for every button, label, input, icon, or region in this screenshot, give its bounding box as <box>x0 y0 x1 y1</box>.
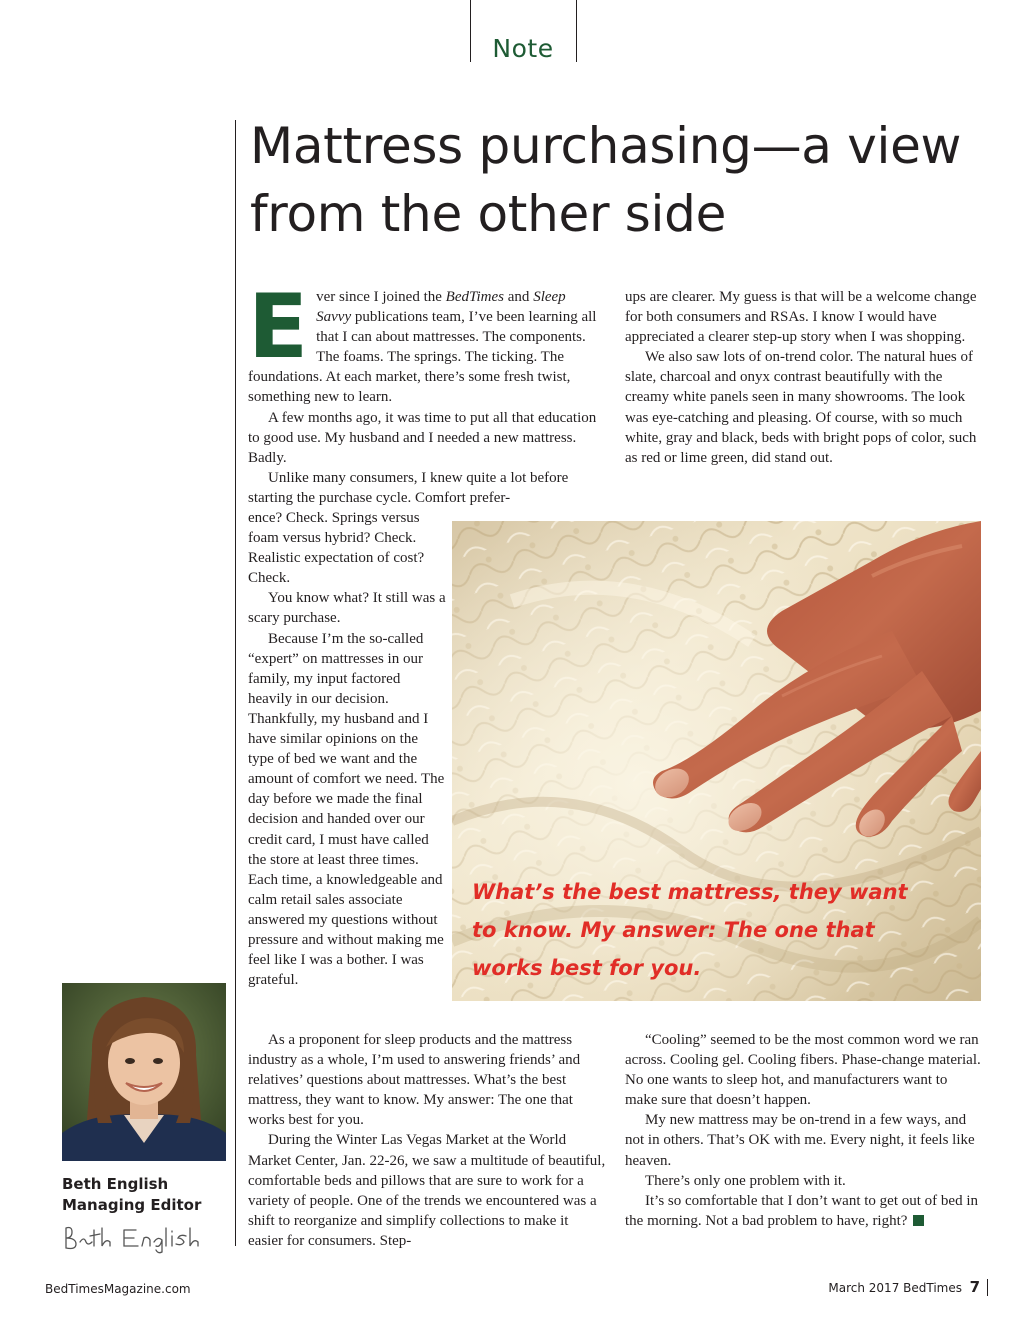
footer-issue: March 2017 BedTimes <box>828 1281 962 1295</box>
article-column-left-narrow <box>248 508 446 990</box>
paragraph-3-end: ence? Check. Springs versus foam versus hybrid? Check. Realistic expectation of cost? Check. <box>248 510 425 587</box>
article-column-left-bottom <box>248 1030 606 1251</box>
paragraph-9: “Cooling” seemed to be the most common word we ran across. Cooling gel. Cooling fibers. Phase-change material. No one wants to sleep hot, and manufacturers want to make sure that doesn’t happen. <box>625 1032 981 1109</box>
tab-right-rule <box>576 0 577 62</box>
paragraph-6: As a proponent for sleep products and the mattress industry as a whole, I’m used to answering friends’ and relatives’ questions about mattresses. What’s the best mattress, they want to know. My answer: The one that works best for you. <box>248 1032 581 1129</box>
paragraph-2: A few months ago, it was time to put all that education to good use. My husband and I needed a new mattress. Badly. <box>248 409 597 466</box>
p1-rest: publications team, I’ve been learning all that I can about mattresses. The components. The foams. The springs. The ticking. The foundations. At each market, there’s some fresh twist, something new to learn. <box>248 309 597 406</box>
article-column-right-top <box>625 287 983 468</box>
closing-sentence: It’s so comfortable that I don’t want to get out of bed in the morning. Not a bad problem to have, right? <box>625 1192 978 1229</box>
publication-name-bedtimes: BedTimes <box>445 289 505 305</box>
footer-rule <box>987 1279 988 1296</box>
author-portrait <box>62 983 226 1161</box>
paragraph-5: Because I’m the so-called “expert” on mattresses in our family, my input factored heavily in our decision. Thankfully, my husband and I have similar opinions on the type of bed we want and the amount of comfort we need. The day before we made the final decision and handed over our credit card, I must have called the store at least three times. Each time, a knowledgeable and calm retail sales associate answered my questions without pressure and without making me feel like I was a bother. I was grateful. <box>248 630 445 989</box>
publication-name-sleep-savvy: Sleep Savvy <box>316 289 566 326</box>
p1-lead: ver since I joined the <box>316 289 446 305</box>
page-number: 7 <box>969 1278 980 1296</box>
article-headline: Mattress purchasing—a view from the other side <box>250 117 962 243</box>
pull-quote: What’s the best mattress, they want to know. My answer: The one that works best for you. <box>472 880 908 980</box>
paragraph-10: My new mattress may be on-trend in a few ways, and not in others. That’s OK with me. Every night, it feels like heaven. <box>625 1112 975 1169</box>
column-rule <box>235 120 236 1246</box>
end-of-article-mark <box>913 1215 924 1226</box>
paragraph-7-continued: ups are clearer. My guess is that will be a welcome change for both consumers and RSAs. I know I would have appreciated a clearer step-up story when I was shopping. <box>625 289 977 346</box>
drop-cap: E <box>248 275 309 378</box>
paragraph-3-start: Unlike many consumers, I knew quite a lot before starting the purchase cycle. Comfort prefer- <box>248 469 569 506</box>
paragraph-4: You know what? It still was a scary purchase. <box>248 590 446 627</box>
section-label: Note <box>492 34 554 63</box>
paragraph-12 <box>625 1191 983 1231</box>
author-title: Managing Editor <box>62 1196 202 1214</box>
article-column-left-top <box>248 275 604 508</box>
author-signature <box>62 1222 222 1259</box>
paragraph-7: During the Winter Las Vegas Market at the World Market Center, Jan. 22-26, we saw a multitude of beautiful, comfortable beds and pillows that are sure to work for a variety of people. One of the trends we encountered was a shift to reorganize and simplify collections to make it easier for consumers. Step- <box>248 1132 606 1249</box>
paragraph-8: We also saw lots of on-trend color. The natural hues of slate, charcoal and onyx contrast beautifully with the creamy white panels seen in many showrooms. The look was eye-catching and pleasing. Of course, with so much white, gray and black, beds with bright pops of color, such as red or lime green, did stand out. <box>625 349 977 466</box>
paragraph-1 <box>248 275 604 408</box>
paragraph-11: There’s only one problem with it. <box>645 1172 846 1189</box>
p1-mid: and <box>504 289 534 305</box>
footer-website: BedTimesMagazine.com <box>45 1282 191 1296</box>
article-column-right-bottom <box>625 1030 983 1231</box>
author-name: Beth English <box>62 1175 169 1193</box>
